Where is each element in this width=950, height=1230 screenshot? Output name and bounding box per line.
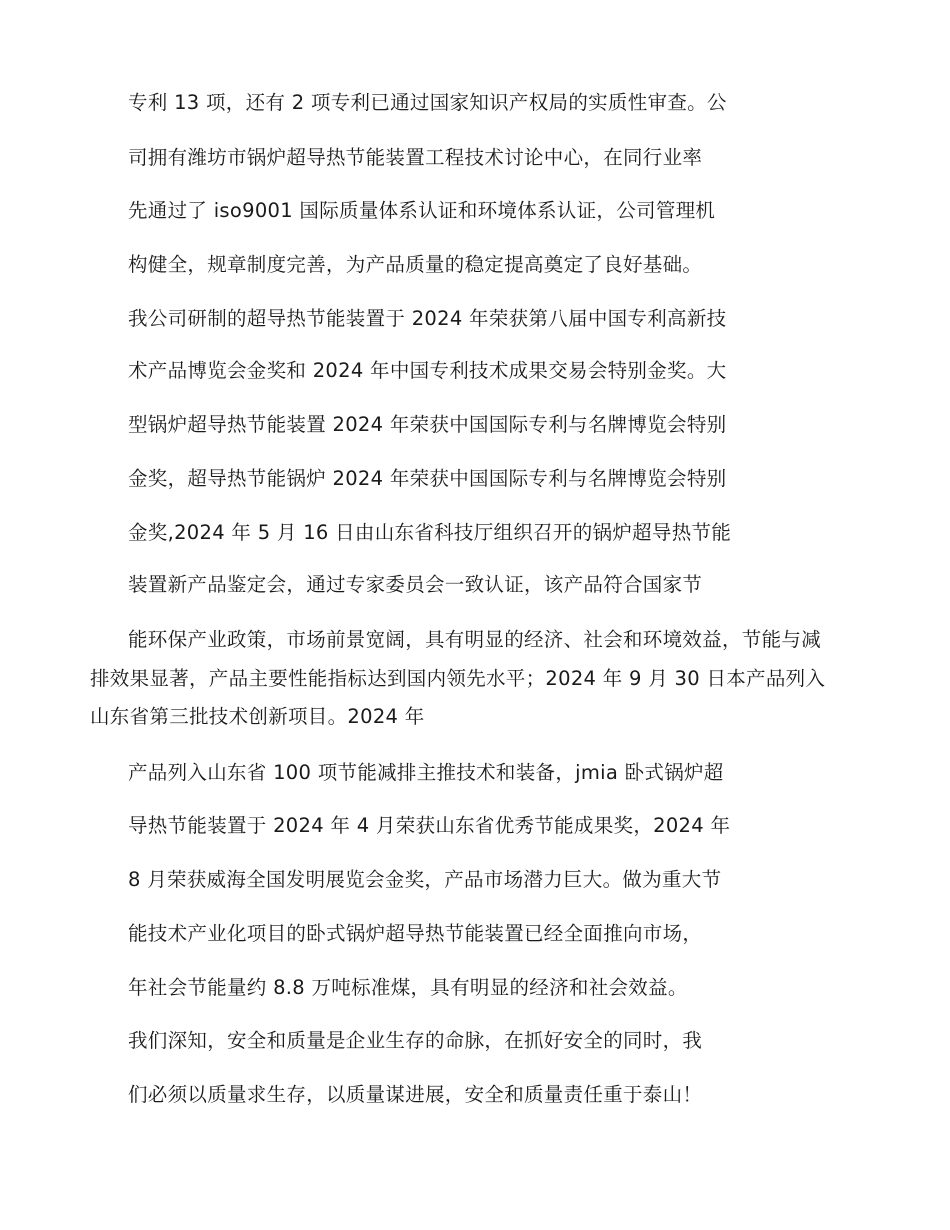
text-line: 8 月荣获威海全国发明展览会金奖，产品市场潜力巨大。做为重大节 [128,868,722,891]
text-line: 金奖，超导热节能锅炉 2024 年荣获中国国际专利与名牌博览会特别 [128,467,727,490]
text-line: 能技术产业化项目的卧式锅炉超导热节能装置已经全面推向市场， [128,922,703,945]
text-line: 装置新产品鉴定会，通过专家委员会一致认证，该产品符合国家节 [128,573,703,596]
text-line: 产品列入山东省 100 项节能减排主推技术和装备，jmia 卧式锅炉超 [128,761,724,784]
text-line: 型锅炉超导热节能装置 2024 年荣获中国国际专利与名牌博览会特别 [128,413,727,436]
text-line: 金奖,2024 年 5 月 16 日由山东省科技厅组织召开的锅炉超导热节能 [128,521,732,544]
text-line: 术产品博览会金奖和 2024 年中国专利技术成果交易会特别金奖。大 [128,359,727,382]
text-line: 司拥有潍坊市锅炉超导热节能装置工程技术讨论中心，在同行业率 [128,146,703,169]
text-line: 我们深知，安全和质量是企业生存的命脉，在抓好安全的同时，我 [128,1029,703,1052]
text-line: 专利 13 项，还有 2 项专利已通过国家知识产权局的实质性审查。公 [128,91,727,114]
text-line: 们必须以质量求生存，以质量谋进展，安全和质量责任重于泰山！ [128,1083,703,1106]
text-line: 年社会节能量约 8.8 万吨标准煤，具有明显的经济和社会效益。 [128,976,688,999]
text-line: 先通过了 iso9001 国际质量体系认证和环境体系认证，公司管理机 [128,199,716,222]
text-line: 我公司研制的超导热节能装置于 2024 年荣获第八届中国专利高新技 [128,307,727,330]
text-line: 导热节能装置于 2024 年 4 月荣获山东省优秀节能成果奖，2024 年 [128,814,731,837]
text-line: 构健全，规章制度完善，为产品质量的稳定提高奠定了良好基础。 [128,253,703,276]
text-line: 山东省第三批技术创新项目。2024 年 [90,705,425,728]
text-line: 排效果显著，产品主要性能指标达到国内领先水平；2024 年 9 月 30 日本产品列入 [90,667,826,690]
text-line: 能环保产业政策，市场前景宽阔，具有明显的经济、社会和环境效益，节能与减 [128,628,822,651]
